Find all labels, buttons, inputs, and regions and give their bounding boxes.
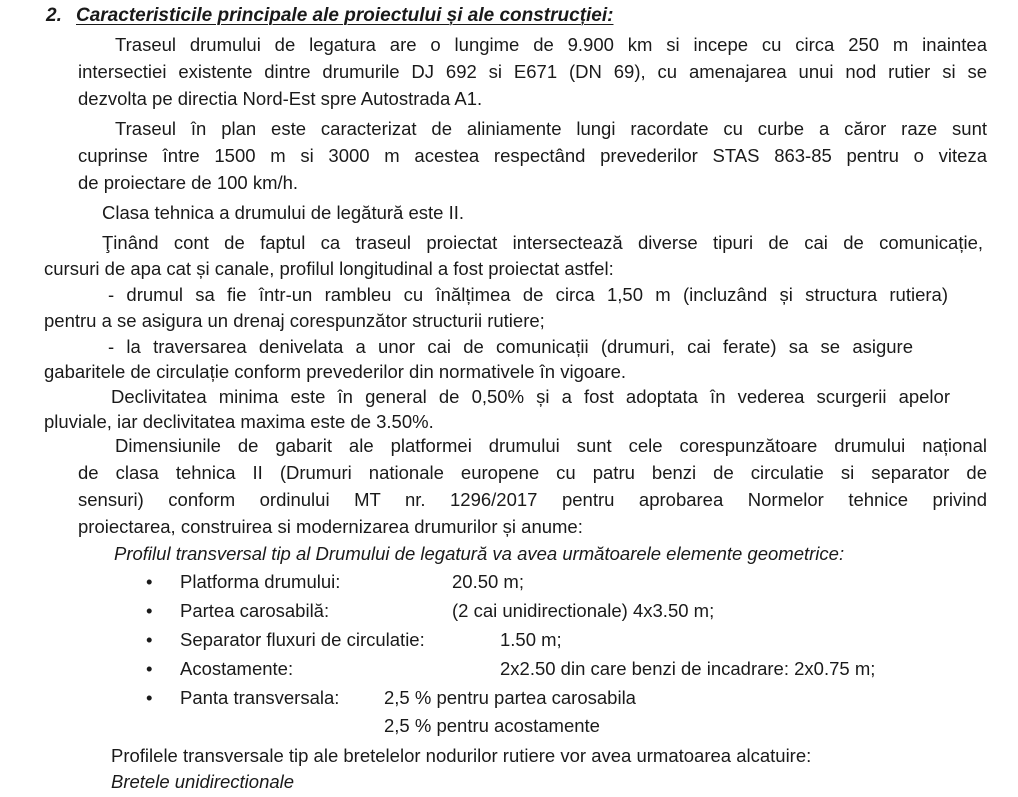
paragraph-line: cursuri de apa cat și canale, profilul longitudinal a fost proiectat astfel:: [44, 258, 614, 279]
paragraph-line: intersectiei existente dintre drumurile DJ 692 si E671 (DN 69), cu amenajarea unui nod rutier si se: [78, 61, 987, 82]
paragraph-line: dezvolta pe directia Nord-Est spre Autostrada A1.: [78, 88, 483, 109]
list-item: [146, 627, 156, 653]
paragraph-line: - drumul sa fie într-un rambleu cu înălțimea de circa 1,50 m (incluzând și structura rutiera): [108, 284, 948, 305]
paragraph-line: Clasa tehnica a drumului de legătură este II.: [102, 202, 464, 223]
list-item-label: Separator fluxuri de circulatie:: [180, 629, 425, 650]
list-item-value: 20.50 m;: [452, 571, 524, 592]
paragraph-line: cuprinse între 1500 m si 3000 m acestea respectând prevederilor STAS 863-85 pentru o viteza: [78, 145, 987, 166]
paragraph-line: de proiectare de 100 km/h.: [78, 172, 299, 193]
paragraph-line: Dimensiunile de gabarit ale platformei drumului sunt cele corespunzătoare drumului național: [115, 435, 987, 456]
list-item: [146, 569, 156, 595]
bullet-marker: •: [146, 600, 153, 621]
list-item: [146, 656, 156, 682]
list-item-value: 2x2.50 din care benzi de incadrare: 2x0.75 m;: [500, 658, 876, 679]
list-item-label: Partea carosabilă:: [180, 600, 330, 621]
paragraph-line: de clasa tehnica II (Drumuri nationale europene cu patru benzi de circulatie si separator de: [78, 462, 987, 483]
section-heading: [46, 3, 613, 29]
list-item-value: (2 cai unidirectionale) 4x3.50 m;: [452, 600, 715, 621]
paragraph-line: Ţinând cont de faptul ca traseul proiectat intersectează diverse tipuri de cai de comunicație,: [102, 232, 983, 253]
list-item: [146, 598, 156, 624]
paragraph-line: gabaritele de circulație conform prevederilor din normativele în vigoare.: [44, 361, 627, 382]
closing-line: Profilele transversale tip ale bretelelor nodurilor rutiere vor avea urmatoarea alcatuire:: [111, 745, 812, 766]
paragraph-line: proiectarea, construirea si modernizarea drumurilor și anume:: [78, 516, 583, 537]
list-item-label: Panta transversala:: [180, 687, 340, 708]
paragraph-line: pentru a se asigura un drenaj corespunzător structurii rutiere;: [44, 310, 545, 331]
list-item: [146, 685, 156, 711]
paragraph-line: Declivitatea minima este în general de 0,50% și a fost adoptata în vederea scurgerii apelor: [111, 386, 950, 407]
bullet-marker: •: [146, 658, 153, 679]
bullet-marker: •: [146, 571, 153, 592]
list-item-label: Acostamente:: [180, 658, 294, 679]
profile-intro: Profilul transversal tip al Drumului de legatură va avea următoarele elemente geometrice:: [114, 543, 845, 564]
list-item-value: 2,5 % pentru partea carosabila: [384, 687, 636, 708]
paragraph-line: Traseul în plan este caracterizat de aliniamente lungi racordate cu curbe a căror raze sunt: [115, 118, 987, 139]
bullet-marker: •: [146, 629, 153, 650]
paragraph-line: pluviale, iar declivitatea maxima este de 3.50%.: [44, 411, 434, 432]
closing-subheading: Bretele unidirectionale: [111, 771, 295, 792]
section-title: Caracteristicile principale ale proiectului și ale construcției:: [76, 5, 614, 26]
paragraph-line: Traseul drumului de legatura are o lungime de 9.900 km si incepe cu circa 250 m inaintea: [115, 34, 987, 55]
section-number: 2.: [46, 5, 62, 26]
list-item-value: 1.50 m;: [500, 629, 562, 650]
bullet-marker: •: [146, 687, 153, 708]
list-item-value: 2,5 % pentru acostamente: [384, 715, 600, 736]
paragraph-line: sensuri) conform ordinului MT nr. 1296/2017 pentru aprobarea Normelor tehnice privind: [78, 489, 987, 510]
paragraph-line: - la traversarea denivelata a unor cai de comunicații (drumuri, cai ferate) sa se asigure: [108, 336, 913, 357]
list-item-label: Platforma drumului:: [180, 571, 341, 592]
